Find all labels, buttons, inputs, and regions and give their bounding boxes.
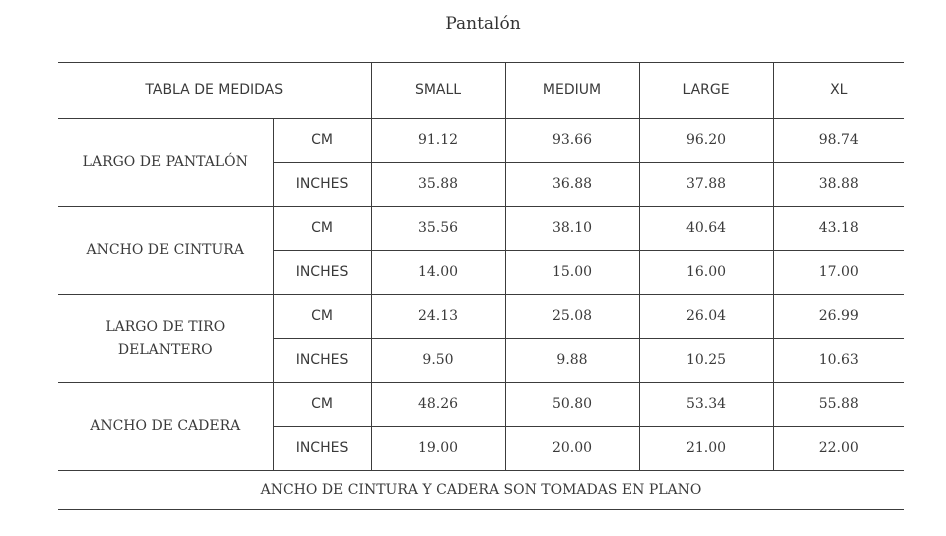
unit-label: INCHES: [273, 339, 371, 383]
measure-name: ANCHO DE CINTURA: [58, 207, 273, 295]
table-row: [58, 295, 904, 339]
measure-name: LARGO DE TIRO DELANTERO: [58, 295, 273, 383]
value-cell: 93.66: [505, 119, 639, 163]
value-cell: 38.10: [505, 207, 639, 251]
value-cell: 10.63: [773, 339, 904, 383]
table-row: [58, 207, 904, 251]
value-cell: 25.08: [505, 295, 639, 339]
value-cell: 98.74: [773, 119, 904, 163]
size-header-xl: XL: [773, 63, 904, 119]
unit-label: INCHES: [273, 427, 371, 471]
value-cell: 35.56: [371, 207, 505, 251]
table-row: [58, 383, 904, 427]
measure-name: ANCHO DE CADERA: [58, 383, 273, 471]
value-cell: 53.34: [639, 383, 773, 427]
value-cell: 21.00: [639, 427, 773, 471]
value-cell: 37.88: [639, 163, 773, 207]
value-cell: 10.25: [639, 339, 773, 383]
value-cell: 9.50: [371, 339, 505, 383]
value-cell: 26.04: [639, 295, 773, 339]
value-cell: 22.00: [773, 427, 904, 471]
value-cell: 15.00: [505, 251, 639, 295]
value-cell: 16.00: [639, 251, 773, 295]
size-header-medium: MEDIUM: [505, 63, 639, 119]
value-cell: 9.88: [505, 339, 639, 383]
value-cell: 40.64: [639, 207, 773, 251]
unit-label: INCHES: [273, 163, 371, 207]
value-cell: 26.99: [773, 295, 904, 339]
value-cell: 35.88: [371, 163, 505, 207]
unit-label: CM: [273, 295, 371, 339]
table-header-row: [58, 63, 904, 119]
value-cell: 96.20: [639, 119, 773, 163]
value-cell: 19.00: [371, 427, 505, 471]
table-footer-note: ANCHO DE CINTURA Y CADERA SON TOMADAS EN PLANO: [58, 471, 904, 510]
value-cell: 38.88: [773, 163, 904, 207]
table-row: [58, 119, 904, 163]
unit-label: INCHES: [273, 251, 371, 295]
table-header-label: TABLA DE MEDIDAS: [58, 63, 371, 119]
unit-label: CM: [273, 207, 371, 251]
value-cell: 36.88: [505, 163, 639, 207]
table-footer-row: [58, 471, 904, 510]
size-chart-table: [58, 62, 904, 510]
value-cell: 55.88: [773, 383, 904, 427]
value-cell: 20.00: [505, 427, 639, 471]
value-cell: 50.80: [505, 383, 639, 427]
unit-label: CM: [273, 383, 371, 427]
measure-name: LARGO DE PANTALÓN: [58, 119, 273, 207]
value-cell: 24.13: [371, 295, 505, 339]
unit-label: CM: [273, 119, 371, 163]
size-header-small: SMALL: [371, 63, 505, 119]
value-cell: 48.26: [371, 383, 505, 427]
value-cell: 43.18: [773, 207, 904, 251]
page-title: Pantalón: [445, 14, 521, 34]
value-cell: 14.00: [371, 251, 505, 295]
value-cell: 17.00: [773, 251, 904, 295]
size-header-large: LARGE: [639, 63, 773, 119]
value-cell: 91.12: [371, 119, 505, 163]
